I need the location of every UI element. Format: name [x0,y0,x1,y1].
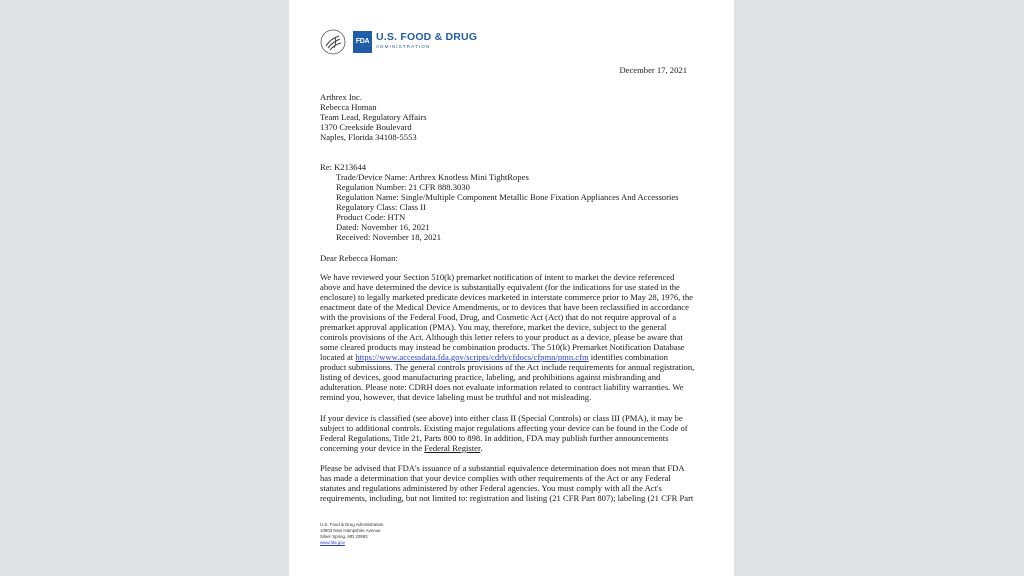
paragraph-line: controls provisions of the Act. Although this letter refers to your product as a device, please be aware that [320,332,683,342]
re-item: Trade/Device Name: Arthrex Knotless Mini TightRopes [336,172,529,182]
paragraph-line: Federal Regulations, Title 21, Parts 800 to 898. In addition, FDA may publish further announcements [320,433,669,443]
paragraph-line: We have reviewed your Section 510(k) premarket notification of intent to market the device referenced [320,272,675,282]
paragraph-line: remind you, however, that device labeling must be truthful and not misleading. [320,392,592,402]
paragraph-line: subject to additional controls. Existing major regulations affecting your device can be found in the Code of [320,423,688,433]
letter-date: December 17, 2021 [619,65,687,75]
fda-website-link[interactable]: www.fda.gov [320,540,345,545]
re-label: Re: K213644 [320,162,367,172]
recipient-line: Arthrex Inc. [320,92,362,102]
recipient-line: Rebecca Homan [320,102,377,112]
paragraph-line: requirements, including, but not limited to: registration and listing (21 CFR Part 807); labeling (21 CFR Part [320,493,694,503]
paragraph-line: statutes and regulations administered by other Federal agencies. You must comply with all the Act's [320,483,662,493]
paragraph-line: concerning your device in the Federal Register. [320,443,483,453]
recipient-line: 1370 Creekside Boulevard [320,122,412,132]
re-item: Received: November 18, 2021 [336,232,442,242]
paragraph-line: enactment date of the Medical Device Amendments, or to devices that have been reclassified in accordance [320,302,689,312]
re-item: Dated: November 16, 2021 [336,222,430,232]
paragraph-line: premarket approval application (PMA). You may, therefore, market the device, subject to the general [320,322,667,332]
recipient-line: Team Lead, Regulatory Affairs [320,112,427,122]
paragraph-line: If your device is classified (see above) into either class II (Special Controls) or class III (PMA), it may be [320,413,683,423]
letter-page [289,0,734,576]
paragraph-line: with the provisions of the Federal Food, Drug, and Cosmetic Act (Act) that do not require approval of a [320,312,677,322]
agency-name: U.S. FOOD & DRUG [376,31,478,43]
hhs-eagle-icon [320,29,346,55]
paragraph-line: enclosure) to legally marketed predicate devices marketed in interstate commerce prior to May 28, 1976, the [320,292,693,302]
footer-line: Silver Spring, MD 20993 [320,534,368,539]
paragraph-line: has made a determination that your device complies with other requirements of the Act or any Federal [320,473,671,483]
paragraph-line: Please be advised that FDA's issuance of a substantial equivalence determination does not mean that FDA [320,463,685,473]
paragraph-line: located at https://www.accessdata.fda.gov/scripts/cdrh/cfdocs/cfpmn/pmn.cfm identifies combination [320,352,668,362]
federal-register-link[interactable]: Federal Register [424,443,481,453]
paragraph-line: above and have determined the device is substantially equivalent (for the indications for use stated in the [320,282,680,292]
pmn-database-link[interactable]: https://www.accessdata.fda.gov/scripts/cdrh/cfdocs/cfpmn/pmn.cfm [355,352,589,362]
paragraph-line: listing of devices, good manufacturing practice, labeling, and prohibitions against misbranding and [320,372,661,382]
re-item: Product Code: HTN [336,212,406,222]
footer-line: 10903 New Hampshire Avenue [320,528,381,533]
paragraph-line: some cleared products may instead be combination products. The 510(k) Premarket Notification Database [320,342,685,352]
paragraph-line: adulteration. Please note: CDRH does not evaluate information related to contract liability warranties. We [320,382,684,392]
recipient-line: Naples, Florida 34108-5553 [320,132,417,142]
re-item: Regulation Number: 21 CFR 888.3030 [336,182,470,192]
footer-line: U.S. Food & Drug Administration [320,522,384,527]
agency-subtitle: ADMINISTRATION [376,44,431,49]
letter-footer [320,522,383,546]
re-item: Regulation Name: Single/Multiple Component Metallic Bone Fixation Appliances And Accessories [336,192,679,202]
salutation: Dear Rebecca Homan: [320,253,398,263]
fda-logo-box: FDA [353,31,372,53]
re-item: Regulatory Class: Class II [336,202,426,212]
paragraph-line: product submissions. The general controls provisions of the Act include requirements for annual registration, [320,362,695,372]
